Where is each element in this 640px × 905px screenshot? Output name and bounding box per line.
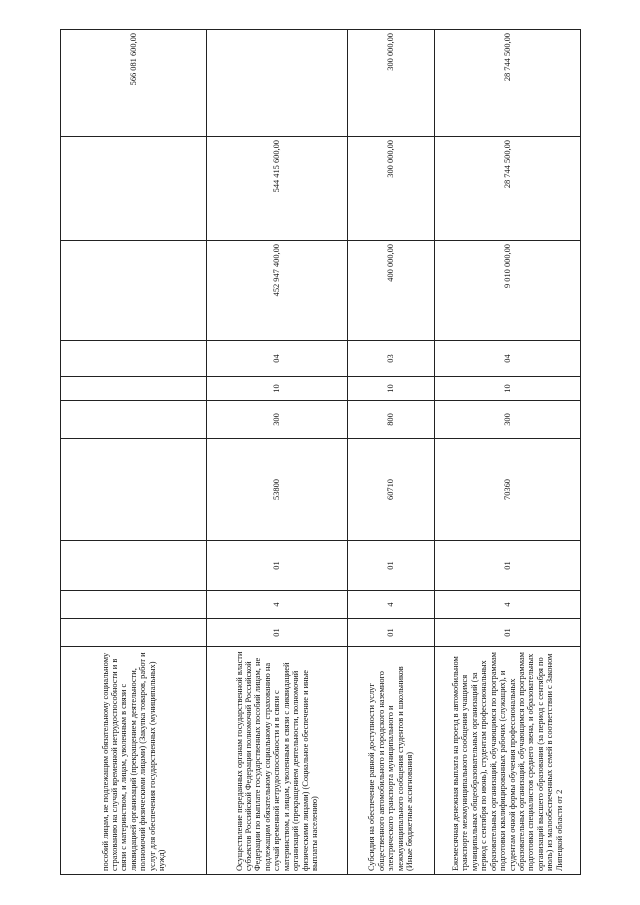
code-subsection: 04 [435,341,581,377]
code-direction: 70360 [435,439,581,541]
code-program: 01 [207,619,348,647]
code-expense-type: 300 [207,401,348,439]
code-main-event [61,541,207,591]
code-section: 10 [435,377,581,401]
table-row [61,30,207,875]
code-direction [61,439,207,541]
amount-year-1 [61,241,207,341]
amount-year-2 [61,137,207,241]
code-expense-type [61,401,207,439]
code-expense-type: 800 [348,401,435,439]
row-name: Субсидия на обеспечение равной доступности услуг общественного автомобильного и городского наземного электрического транспорта муниципального и межмуниципального сообщения студентов и школьников (Иные бюджетные ассигнования) [348,647,435,875]
code-subprogram: 4 [348,591,435,619]
code-program: 01 [348,619,435,647]
code-direction: 53800 [207,439,348,541]
row-name: Ежемесячная денежная выплата на проезд в автомобильном транспорте межмуниципального сообщения учащимся муниципальных общеобразовательных организаций (за период с сентября по июнь), студентам профессиональных образовательных организаций, обучающимся по программам подготовки квалифицированных рабочих (служащих), и студентам очной формы обучения профессиональных образовательных организаций, обучающимся по программам подготовки специалистов среднего звена, и образовательных организаций высшего образования (за период с сентября по июль) из малообеспеченных семей в соответствии с Законом Липецкой области от 2 [435,647,581,875]
amount-year-3: 300 000,00 [348,30,435,137]
amount-year-3: 28 744 500,00 [435,30,581,137]
code-subsection: 04 [207,341,348,377]
amount-year-2: 544 415 600,00 [207,137,348,241]
code-section: 10 [348,377,435,401]
code-section: 10 [207,377,348,401]
amount-year-1: 9 010 000,00 [435,241,581,341]
amount-year-1: 452 947 400,00 [207,241,348,341]
code-main-event: 01 [207,541,348,591]
code-program [61,619,207,647]
code-subsection: 03 [348,341,435,377]
amount-year-2: 300 000,00 [348,137,435,241]
amount-year-2: 28 744 500,00 [435,137,581,241]
code-subprogram: 4 [435,591,581,619]
code-main-event: 01 [435,541,581,591]
row-name: Осуществление переданных органам государственной власти субъектов Российской Федерации полномочий Российской Федерации по выплате государственных пособий лицам, не подлежащим обязательному социальному страхованию на случай временной нетрудоспособности и в связи с материнством, и лицам, уволенным в связи с ликвидацией организаций (прекращением деятельности, полномочий физическими лицами) (Социальное обеспечение и иные выплаты населению) [207,647,348,875]
amount-year-3 [207,30,348,137]
code-expense-type: 300 [435,401,581,439]
row-name: пособий лицам, не подлежащим обязательному социальному страхованию на случай временной нетрудоспособности и в связи с материнством, и лицам, уволенным в связи с ликвидацией организаций (прекращением деятельности, полномочий физическими лицами) (Закупка товаров, работ и услуг для обеспечения государственных (муниципальных) нужд) [61,647,207,875]
code-program: 01 [435,619,581,647]
table-row [207,30,348,875]
code-subsection [61,341,207,377]
code-main-event: 01 [348,541,435,591]
amount-year-3: 566 081 600,00 [61,30,207,137]
code-section [61,377,207,401]
rotated-page [60,30,588,875]
amount-year-1: 400 000,00 [348,241,435,341]
table-row [348,30,435,875]
table-row [435,30,581,875]
code-direction: 60710 [348,439,435,541]
code-subprogram: 4 [207,591,348,619]
code-subprogram [61,591,207,619]
budget-table [60,29,581,875]
